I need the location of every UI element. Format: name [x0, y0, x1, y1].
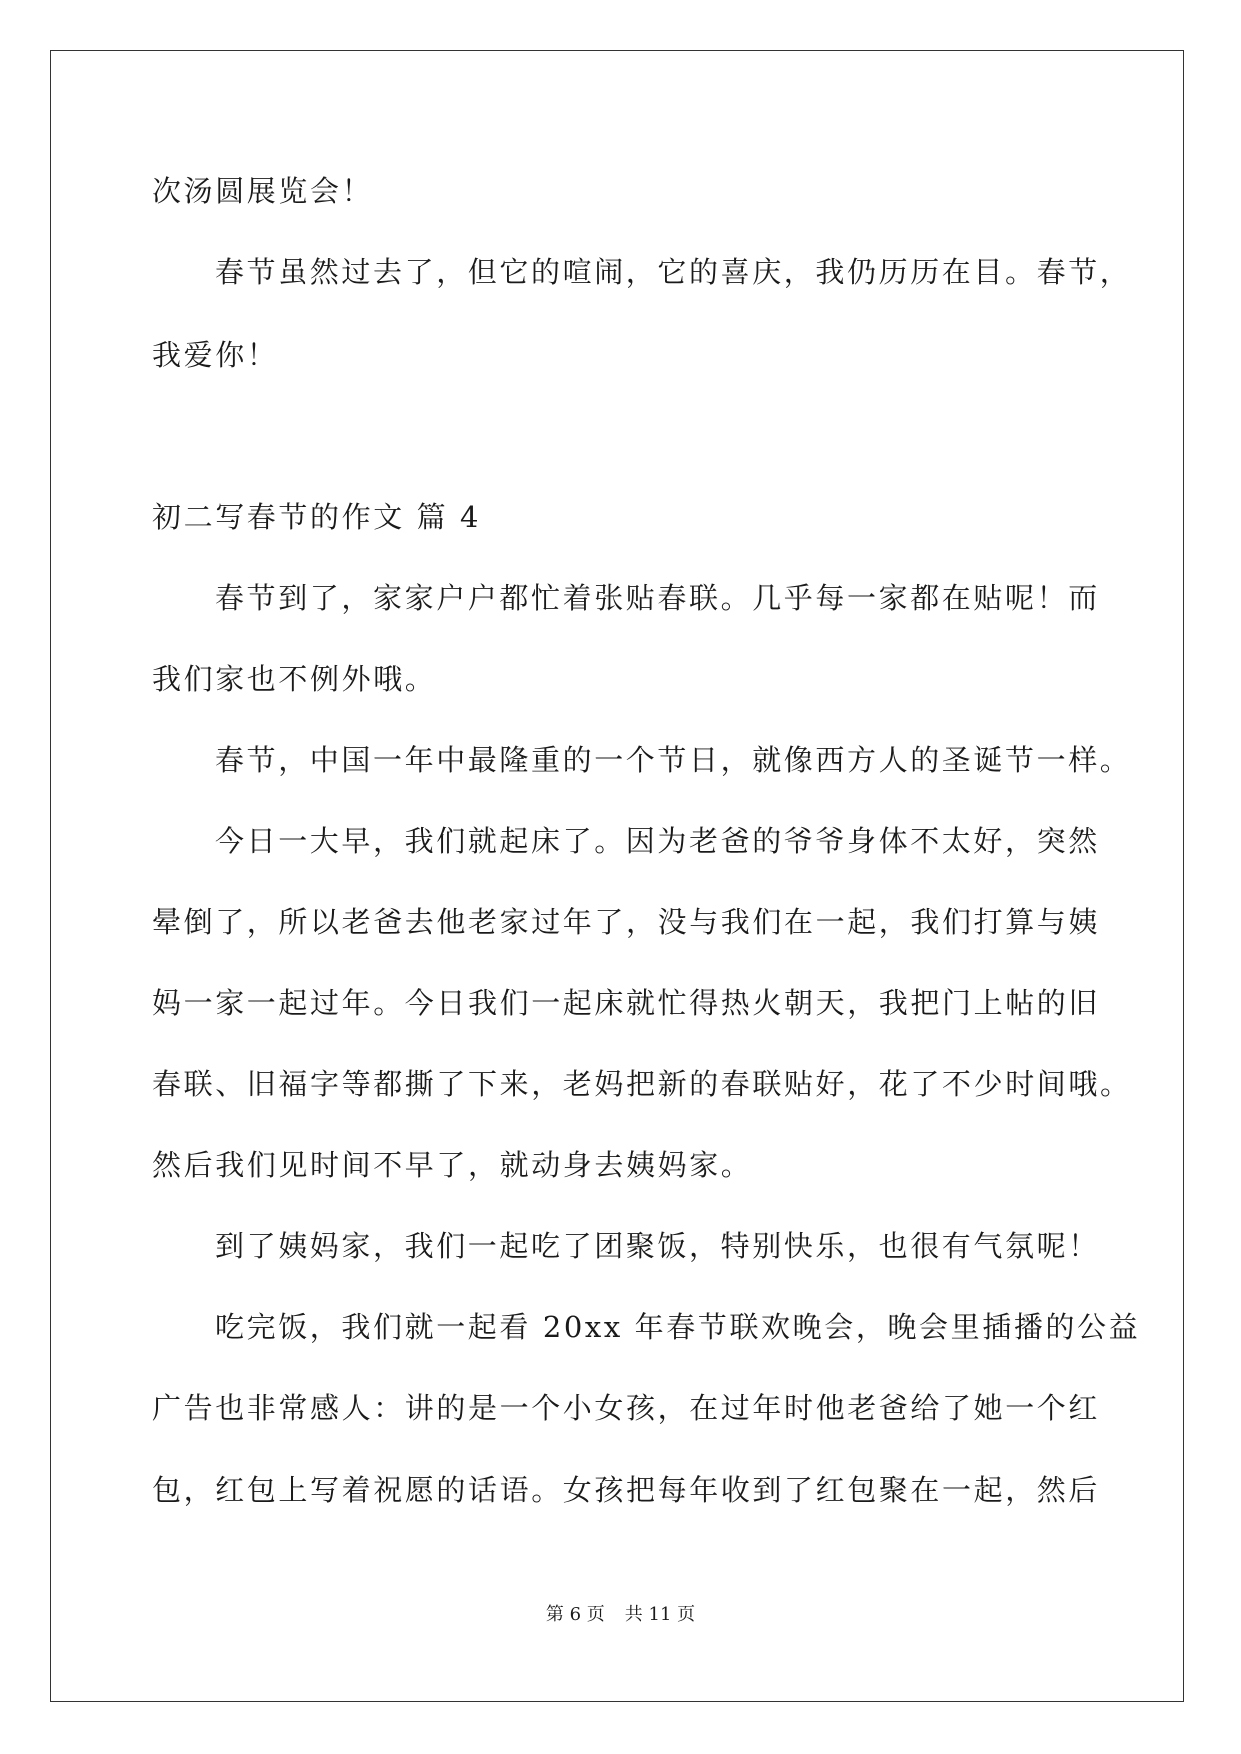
page-footer	[0, 1606, 1241, 1624]
paragraph-line: 包，红包上写着祝愿的话语。女孩把每年收到了红包聚在一起，然后	[152, 1473, 1101, 1507]
paragraph-line: 次汤圆展览会！	[152, 174, 374, 208]
paragraph-line: 今日一大早，我们就起床了。因为老爸的爷爷身体不太好，突然	[215, 824, 1100, 858]
section-heading: 初二写春节的作文 篇 4	[152, 500, 482, 534]
page-number: 第 6 页	[545, 1604, 605, 1625]
paragraph-line: 春节，中国一年中最隆重的一个节日，就像西方人的圣诞节一样。	[215, 743, 1132, 777]
paragraph-line: 春节虽然过去了，但它的喧闹，它的喜庆，我仍历历在目。春节，	[215, 255, 1132, 289]
paragraph-line: 吃完饭，我们就一起看 20xx 年春节联欢晚会，晚会里插播的公益	[215, 1310, 1141, 1344]
page-total: 共 11 页	[624, 1604, 696, 1625]
paragraph-line: 春联、旧福字等都撕了下来，老妈把新的春联贴好，花了不少时间哦。	[152, 1067, 1132, 1101]
paragraph-line: 到了姨妈家，我们一起吃了团聚饭，特别快乐，也很有气氛呢！	[215, 1229, 1100, 1263]
paragraph-line: 妈一家一起过年。今日我们一起床就忙得热火朝天，我把门上帖的旧	[152, 986, 1101, 1020]
paragraph-line: 我爱你！	[152, 338, 279, 372]
paragraph-line: 春节到了，家家户户都忙着张贴春联。几乎每一家都在贴呢！而	[215, 581, 1100, 615]
page-border	[50, 50, 1184, 1702]
paragraph-line: 晕倒了，所以老爸去他老家过年了，没与我们在一起，我们打算与姨	[152, 905, 1101, 939]
paragraph-line: 我们家也不例外哦。	[152, 662, 437, 696]
paragraph-line: 广告也非常感人：讲的是一个小女孩，在过年时他老爸给了她一个红	[152, 1391, 1101, 1425]
paragraph-line: 然后我们见时间不早了，就动身去姨妈家。	[152, 1148, 753, 1182]
